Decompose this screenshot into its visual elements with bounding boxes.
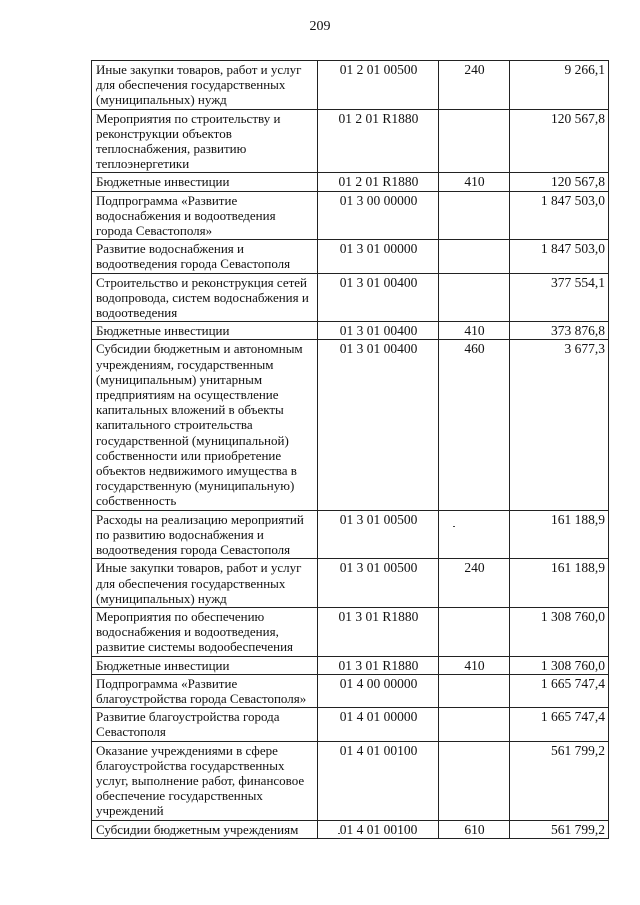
row-type — [439, 741, 510, 820]
row-amount: 9 266,1 — [510, 61, 609, 110]
row-amount: 120 567,8 — [510, 173, 609, 191]
row-type: 410 — [439, 322, 510, 340]
row-code: 01 4 01 00100 — [318, 820, 439, 838]
row-code: 01 3 01 00400 — [318, 322, 439, 340]
table-row — [92, 240, 609, 273]
row-name: Оказание учреждениями в сфере благоустройства государственных услуг, выполнение работ, финансовое обеспечение государственных учреждений — [92, 741, 318, 820]
table-row — [92, 273, 609, 322]
row-name: Строительство и реконструкция сетей водопровода, систем водоснабжения и водоотведения — [92, 273, 318, 322]
scan-speck — [453, 526, 455, 527]
row-amount: 1 665 747,4 — [510, 708, 609, 741]
row-amount: 377 554,1 — [510, 273, 609, 322]
row-code: 01 3 01 00400 — [318, 273, 439, 322]
table-row — [92, 173, 609, 191]
row-type: 240 — [439, 61, 510, 110]
table-row — [92, 674, 609, 707]
table-row — [92, 61, 609, 110]
row-type — [439, 240, 510, 273]
row-amount: 161 188,9 — [510, 559, 609, 608]
row-name: Мероприятия по обеспечению водоснабжения и водоотведения, развитие системы водообеспечения — [92, 607, 318, 656]
table-row — [92, 109, 609, 173]
row-name: Иные закупки товаров, работ и услуг для обеспечения государственных (муниципальных) нужд — [92, 61, 318, 110]
row-name: Иные закупки товаров, работ и услуг для обеспечения государственных (муниципальных) нужд — [92, 559, 318, 608]
row-type — [439, 674, 510, 707]
row-amount: 561 799,2 — [510, 741, 609, 820]
row-name: Развитие водоснабжения и водоотведения города Севастополя — [92, 240, 318, 273]
table-row — [92, 510, 609, 559]
table-row — [92, 559, 609, 608]
row-amount: 120 567,8 — [510, 109, 609, 173]
row-name: Бюджетные инвестиции — [92, 173, 318, 191]
row-type — [439, 510, 510, 559]
row-type: 240 — [439, 559, 510, 608]
row-name: Субсидии бюджетным и автономным учреждениям, государственным (муниципальным) унитарным предприятиям на осуществление капитальных вложений в объекты капитального строительства государственной (муниципальной) собственности или приобретение объектов недвижимого имущества в государственную (муниципальную) собственность — [92, 340, 318, 510]
row-name: Расходы на реализацию мероприятий по развитию водоснабжения и водоотведения города Севастополя — [92, 510, 318, 559]
row-code: 01 4 01 00000 — [318, 708, 439, 741]
row-name: Субсидии бюджетным учреждениям — [92, 820, 318, 838]
row-amount: 1 847 503,0 — [510, 240, 609, 273]
row-type — [439, 191, 510, 240]
row-amount: 561 799,2 — [510, 820, 609, 838]
table-row — [92, 820, 609, 838]
row-name: Мероприятия по строительству и реконструкции объектов теплоснабжения, развитию теплоэнергетики — [92, 109, 318, 173]
row-code: 01 3 00 00000 — [318, 191, 439, 240]
row-amount: 1 308 760,0 — [510, 656, 609, 674]
row-code: 01 3 01 00500 — [318, 559, 439, 608]
row-type: 410 — [439, 173, 510, 191]
table-row — [92, 340, 609, 510]
row-type — [439, 273, 510, 322]
budget-table-body — [92, 61, 609, 839]
row-name: Бюджетные инвестиции — [92, 656, 318, 674]
row-code: 01 3 01 R1880 — [318, 656, 439, 674]
row-name: Подпрограмма «Развитие водоснабжения и водоотведения города Севастополя» — [92, 191, 318, 240]
budget-table — [91, 60, 609, 839]
row-type — [439, 708, 510, 741]
row-amount: 1 665 747,4 — [510, 674, 609, 707]
row-code: 01 3 01 00000 — [318, 240, 439, 273]
row-code: 01 2 01 R1880 — [318, 173, 439, 191]
row-code: 01 3 01 R1880 — [318, 607, 439, 656]
row-code: 01 2 01 00500 — [318, 61, 439, 110]
row-code: 01 3 01 00400 — [318, 340, 439, 510]
scan-speck — [338, 833, 340, 834]
table-row — [92, 322, 609, 340]
row-amount: 161 188,9 — [510, 510, 609, 559]
page-number: 209 — [309, 19, 331, 34]
row-name: Бюджетные инвестиции — [92, 322, 318, 340]
table-row — [92, 607, 609, 656]
row-name: Развитие благоустройства города Севастополя — [92, 708, 318, 741]
row-amount: 373 876,8 — [510, 322, 609, 340]
row-type: 460 — [439, 340, 510, 510]
row-code: 01 4 01 00100 — [318, 741, 439, 820]
row-name: Подпрограмма «Развитие благоустройства города Севастополя» — [92, 674, 318, 707]
row-amount: 3 677,3 — [510, 340, 609, 510]
row-amount: 1 308 760,0 — [510, 607, 609, 656]
table-row — [92, 656, 609, 674]
row-type — [439, 109, 510, 173]
row-type — [439, 607, 510, 656]
table-row — [92, 708, 609, 741]
row-type: 610 — [439, 820, 510, 838]
row-amount: 1 847 503,0 — [510, 191, 609, 240]
row-type: 410 — [439, 656, 510, 674]
row-code: 01 2 01 R1880 — [318, 109, 439, 173]
row-code: 01 4 00 00000 — [318, 674, 439, 707]
table-row — [92, 741, 609, 820]
row-code: 01 3 01 00500 — [318, 510, 439, 559]
table-row — [92, 191, 609, 240]
